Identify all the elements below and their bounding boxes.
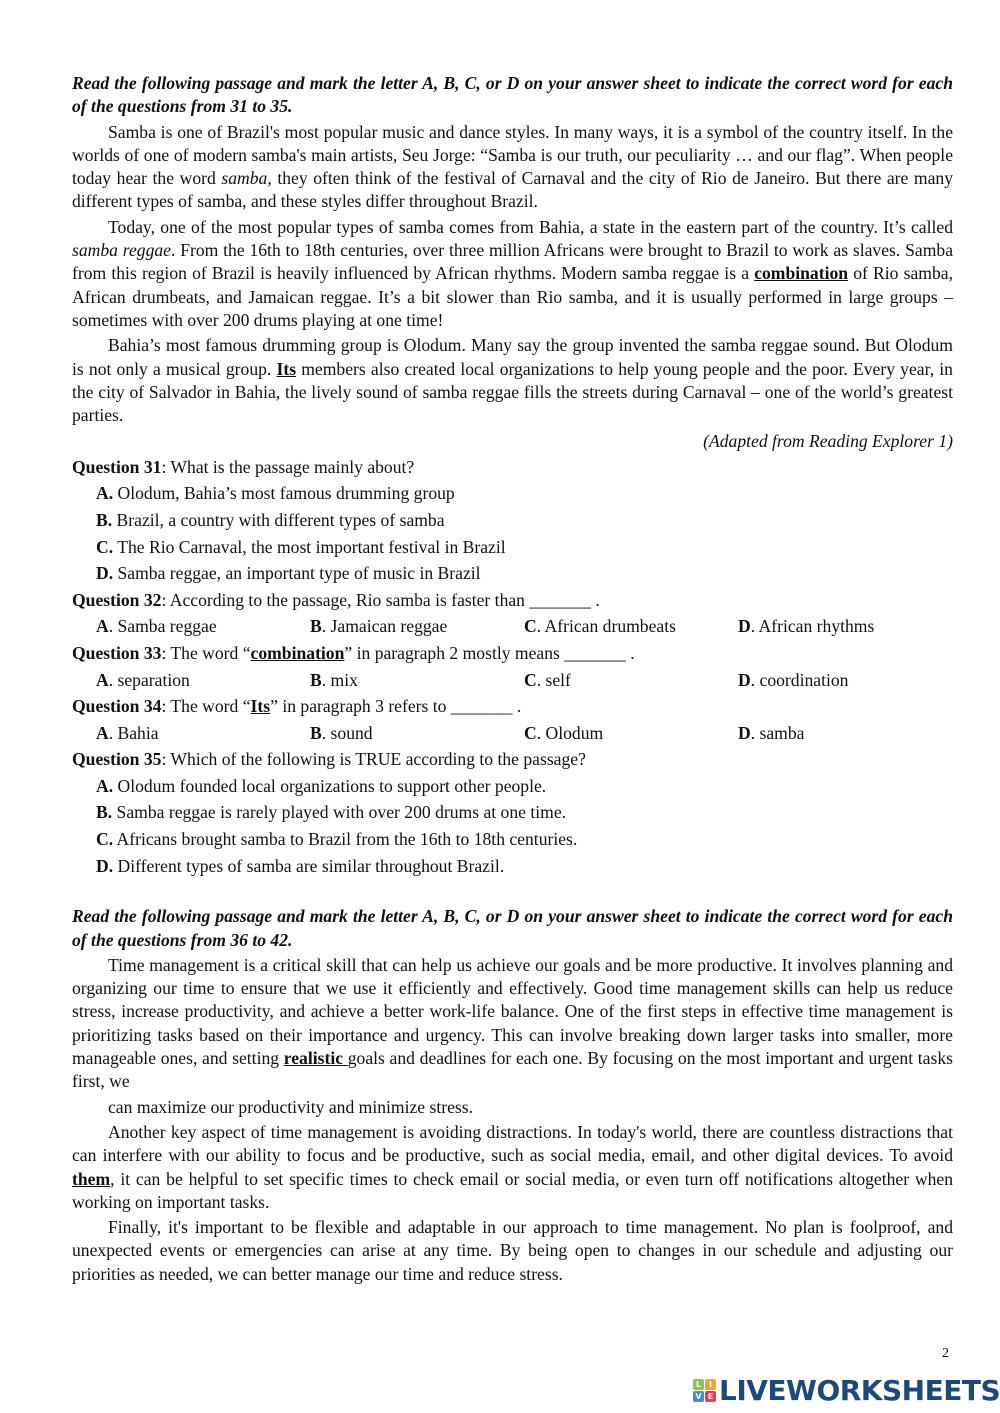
text-segment: : What is the passage mainly about? (161, 456, 415, 477)
question (72, 746, 953, 879)
option-letter: A. (96, 775, 114, 796)
answer-option-c[interactable] (524, 720, 738, 747)
text-segment: : The word “ (161, 696, 251, 717)
logo-tile: L (693, 1379, 704, 1390)
section-1-questions (72, 454, 953, 880)
question (72, 693, 953, 746)
text-segment: : Which of the following is TRUE according to the passage? (161, 749, 586, 770)
question-label: Question 34 (72, 696, 162, 717)
option-letter: D. (96, 563, 114, 584)
option-letter: A. (96, 483, 114, 504)
question-stem (72, 640, 953, 667)
logo-tile: V (693, 1391, 704, 1402)
passage-paragraph (72, 1216, 953, 1286)
option-text: . Olodum (536, 722, 604, 743)
question-stem (72, 693, 953, 720)
answer-option-a[interactable] (72, 773, 953, 800)
highlighted-word: Its (276, 358, 297, 379)
passage-paragraph (72, 334, 953, 427)
answer-option-c[interactable] (524, 613, 738, 640)
answer-option-d[interactable] (738, 613, 952, 640)
passage-paragraph (72, 1096, 953, 1119)
option-letter: A (96, 616, 109, 637)
answer-option-c[interactable] (72, 826, 953, 853)
option-letter: D. (96, 855, 114, 876)
question (72, 454, 953, 587)
text-segment: , it can be helpful to set specific times to check email or social media, or even turn off notifications altogether when working on important tasks. (72, 1168, 953, 1212)
logo-tile: I (705, 1379, 716, 1390)
text-segment: : According to the passage, Rio samba is faster than _______ . (161, 589, 600, 610)
option-letter: D (738, 616, 751, 637)
section-instruction: Read the following passage and mark the letter A, B, C, or D on your answer sheet to indicate the correct word for each of the questions from 36 to 42. (72, 906, 953, 950)
passage-paragraph (72, 1121, 953, 1214)
section-2-passage (72, 954, 953, 1286)
option-letter: C (524, 722, 537, 743)
option-text: . sound (321, 722, 373, 743)
option-text: Different types of samba are similar throughout Brazil. (117, 855, 505, 876)
highlighted-word: Its (250, 696, 271, 717)
text-segment: , they often think of the festival of Carnaval and the city of Rio de Janeiro. But there are many different types of samba, and these styles differ throughout Brazil. (72, 168, 954, 212)
text-segment: can maximize our productivity and minimize stress. (108, 1096, 473, 1117)
liveworksheets-logo (693, 1374, 1000, 1407)
question-label: Question 35 (72, 749, 162, 770)
option-text: Olodum, Bahia’s most famous drumming group (117, 483, 455, 504)
passage-paragraph (72, 121, 953, 214)
answer-option-a[interactable] (96, 667, 310, 694)
answer-option-c[interactable] (524, 667, 738, 694)
text-segment: Time management is a critical skill that can help us achieve our goals and be more productive. It involves planning and organizing our time to ensure that we use it efficiently and effectively. Good time management skills can help us reduce stress, increase productivity, and achieve a better work-life balance. One of the first steps in effective time management is prioritizing tasks based on their importance and urgency. This can involve breaking down larger tasks into smaller, more manageable ones, and setting (72, 954, 953, 1069)
option-letter: C. (96, 829, 114, 850)
highlighted-word: them (72, 1168, 111, 1189)
text-segment: samba reggae (72, 240, 171, 261)
page-number: 2 (942, 1346, 949, 1361)
section-1 (72, 72, 953, 879)
question-label: Question 31 (72, 456, 162, 477)
question (72, 640, 953, 693)
highlighted-word: combination (250, 642, 345, 663)
option-text: . African rhythms (750, 616, 875, 637)
option-letter: D (738, 669, 751, 690)
option-text: Samba reggae, an important type of music in Brazil (117, 563, 481, 584)
option-text: . Bahia (108, 722, 159, 743)
question-label: Question 32 (72, 589, 162, 610)
option-letter: B. (96, 802, 113, 823)
section-1-passage (72, 121, 953, 428)
answer-options (72, 613, 953, 640)
question-stem (72, 746, 953, 773)
answer-option-a[interactable] (96, 720, 310, 747)
answer-option-a[interactable] (72, 480, 953, 507)
worksheet-page (72, 72, 953, 1286)
logo-tile: E (705, 1391, 716, 1402)
option-text: Brazil, a country with different types of samba (116, 509, 445, 530)
answer-option-b[interactable] (310, 613, 524, 640)
text-segment: ” in paragraph 2 mostly means _______ . (344, 642, 635, 663)
answer-option-b[interactable] (72, 799, 953, 826)
text-segment: members also created local organizations to help young people and the poor. Every year, in the city of Salvador in Bahia, the lively sound of samba reggae fills the streets during Carnaval – one of the world’s greatest parties. (72, 358, 953, 426)
text-segment: ” in paragraph 3 refers to _______ . (270, 696, 522, 717)
option-text: . samba (750, 722, 805, 743)
option-letter: A (96, 669, 109, 690)
answer-option-b[interactable] (310, 720, 524, 747)
logo-tiles-icon (693, 1379, 716, 1402)
answer-option-b[interactable] (72, 507, 953, 534)
answer-options (72, 667, 953, 694)
question-label: Question 33 (72, 642, 162, 663)
answer-option-a[interactable] (96, 613, 310, 640)
option-text: Samba reggae is rarely played with over 200 drums at one time. (116, 802, 567, 823)
option-text: . separation (108, 669, 190, 690)
question (72, 587, 953, 640)
answer-option-d[interactable] (738, 667, 952, 694)
section-2 (72, 905, 953, 1286)
option-letter: A (96, 722, 109, 743)
option-letter: D (738, 722, 751, 743)
highlighted-word: realistic (283, 1048, 348, 1069)
option-text: Olodum founded local organizations to support other people. (117, 775, 547, 796)
option-letter: C. (96, 536, 114, 557)
option-text: . coordination (750, 669, 849, 690)
section-instruction: Read the following passage and mark the letter A, B, C, or D on your answer sheet to indicate the correct word for each of the questions from 31 to 35. (72, 73, 953, 117)
option-text: . Samba reggae (108, 616, 217, 637)
question-stem (72, 587, 953, 614)
text-segment: Samba is one of Brazil's most popular music and dance styles. In many ways, it is a symbol of the country itself. In the worlds of one of modern samba's main artists, Seu Jorge: “Samba is our truth, our peculiarity … and our flag”. When people today hear the word (72, 121, 953, 189)
text-segment: : The word “ (161, 642, 251, 663)
passage-paragraph (72, 954, 953, 1094)
option-letter: B. (96, 509, 113, 530)
answer-option-d[interactable] (72, 560, 953, 587)
option-text: The Rio Carnaval, the most important festival in Brazil (117, 536, 506, 557)
logo-text: LIVEWORKSHEETS (719, 1374, 1000, 1407)
answer-option-d[interactable] (738, 720, 952, 747)
answer-options (72, 720, 953, 747)
text-segment: Bahia’s most famous drumming group is Olodum. Many say the group invented the samba reggae sound. But Olodum is not only a musical group. (72, 335, 953, 379)
option-text: . mix (321, 669, 358, 690)
text-segment: of Rio samba, African drumbeats, and Jamaican reggae. It’s a bit slower than Rio samba, and it is usually performed in large groups – sometimes with over 200 drums playing at one time! (72, 263, 953, 330)
text-segment: samba (221, 168, 268, 189)
text-segment: goals and deadlines for each one. By focusing on the most important and urgent tasks first, we (72, 1048, 953, 1092)
answer-option-b[interactable] (310, 667, 524, 694)
highlighted-word: combination (754, 263, 849, 284)
option-letter: C (524, 616, 537, 637)
option-text: . self (536, 669, 571, 690)
passage-source: (Adapted from Reading Explorer 1) (703, 431, 953, 452)
passage-paragraph (72, 216, 953, 332)
text-segment: Today, one of the most popular types of samba comes from Bahia, a state in the eastern part of the country. It’s called (108, 216, 953, 237)
option-letter: B (310, 616, 322, 637)
option-text: Africans brought samba to Brazil from the 16th to 18th centuries. (116, 829, 578, 850)
text-segment: Another key aspect of time management is avoiding distractions. In today's world, there are countless distractions that can interfere with our ability to focus and be productive, such as social media, email, and other digital devices. To avoid (72, 1121, 953, 1166)
question-stem (72, 454, 953, 481)
option-letter: B (310, 722, 322, 743)
option-letter: B (310, 669, 322, 690)
text-segment: . From the 16th to 18th centuries, over three million Africans were brought to Brazil to work as slaves. Samba from this region of Brazil is heavily influenced by African rhythms. Modern samba reggae is a (72, 240, 953, 284)
text-segment: Finally, it's important to be flexible and adaptable in our approach to time management. No plan is foolproof, and unexpected events or emergencies can arise at any time. By being open to changes in our schedule and adjusting our priorities as needed, we can better manage our time and reduce stress. (72, 1217, 953, 1284)
answer-option-c[interactable] (72, 534, 953, 561)
option-text: . Jamaican reggae (321, 616, 448, 637)
option-text: . African drumbeats (536, 616, 676, 637)
option-letter: C (524, 669, 537, 690)
answer-option-d[interactable] (72, 853, 953, 880)
